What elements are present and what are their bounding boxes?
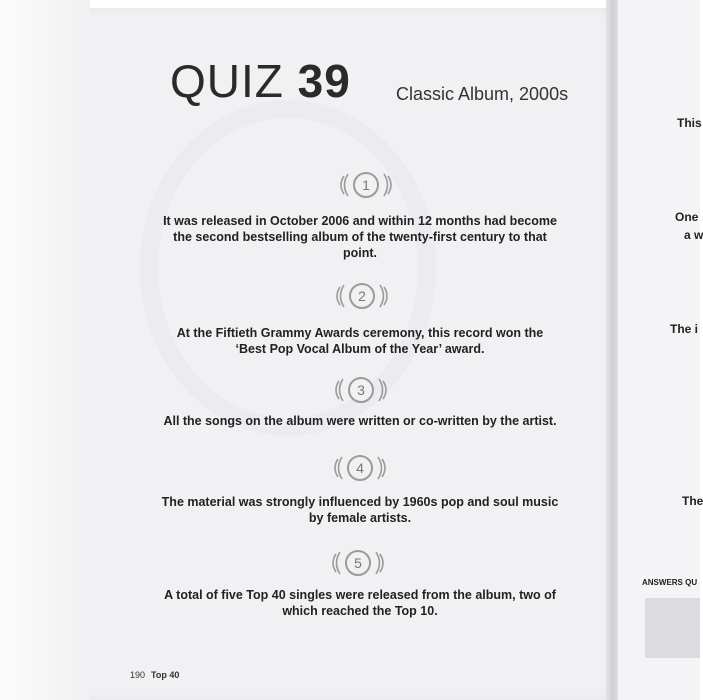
clue-number: 3 [357, 382, 365, 398]
background-left [0, 0, 90, 700]
answers-label: ANSWERS QU [642, 578, 698, 587]
clue-text: All the songs on the album were written or co-written by the artist. [163, 414, 557, 428]
page-number: 190 [130, 670, 146, 680]
right-page-text-fragment: a w [684, 228, 703, 242]
clue-text: At the Fiftieth Grammy Awards ceremony, this record won the ‘Best Pop Vocal Album of the Year’ award. [176, 326, 544, 356]
answers-box [645, 598, 700, 658]
clue-number-badge-icon [321, 373, 401, 407]
page-footer [130, 670, 179, 680]
clue-number: 5 [354, 555, 362, 571]
right-page-text-fragment: This [677, 116, 702, 130]
quiz-subtitle: Classic Album, 2000s [396, 84, 569, 104]
clue-number-badge-icon [320, 451, 400, 485]
quiz-title [170, 54, 351, 108]
clue-number-badge-icon [322, 279, 402, 313]
right-page-text-fragment: The [682, 494, 703, 508]
quiz-title-word: QUIZ [170, 55, 284, 107]
clue-text: It was released in October 2006 and within 12 months had become the second bestselling album of the twenty-first century to that point. [163, 214, 557, 260]
clue-text: The material was strongly influenced by 1960s pop and soul music by female artists. [161, 495, 559, 525]
clue-number: 4 [356, 460, 364, 476]
clue-text: A total of five Top 40 singles were released from the album, two of which reached the Top 10. [164, 588, 556, 618]
clue-number: 1 [362, 177, 370, 193]
right-page-text-fragment: One [675, 210, 699, 224]
clue-number: 2 [358, 288, 366, 304]
right-page-text-fragment: The i [670, 322, 699, 336]
quiz-number: 39 [297, 55, 351, 107]
clue-number-badge-icon [318, 546, 398, 580]
right-page [618, 0, 700, 700]
section-name: Top 40 [151, 670, 180, 680]
clue-number-badge-icon [326, 168, 406, 202]
